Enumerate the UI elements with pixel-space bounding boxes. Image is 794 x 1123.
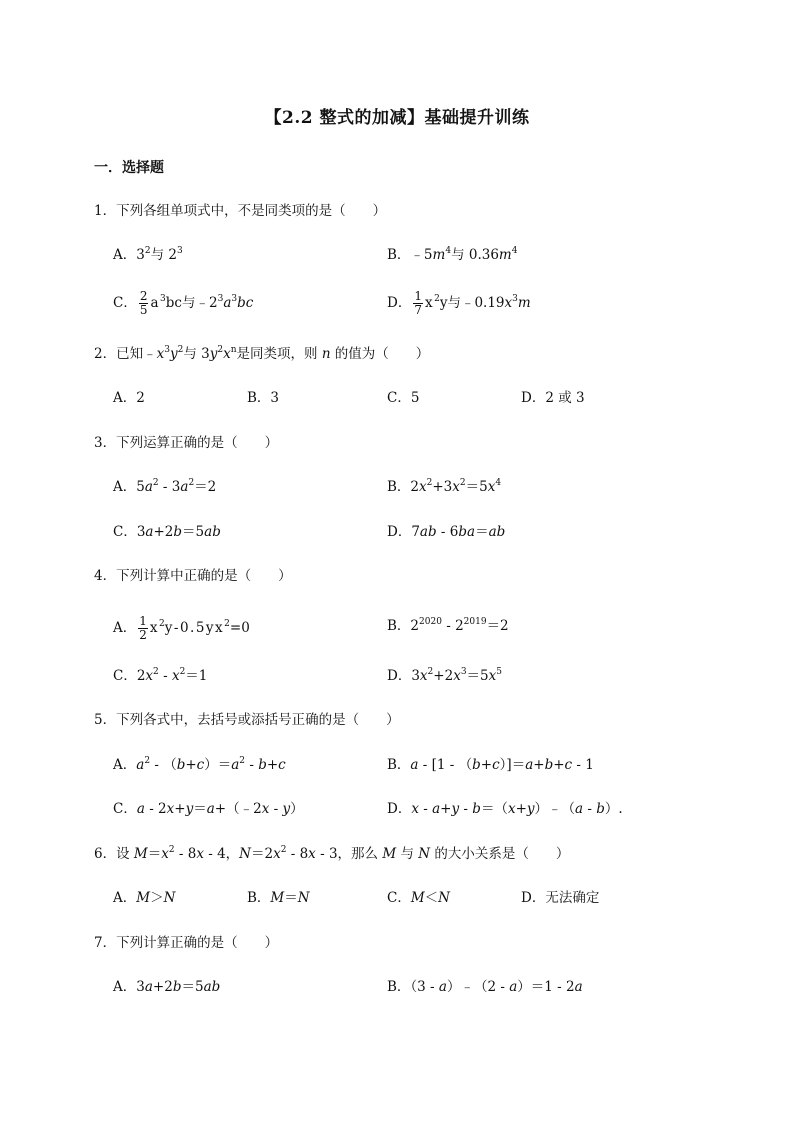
- question-4-stem: 4．下列计算中正确的是（ ）: [94, 568, 292, 584]
- question-6-option-c: C．M＜N: [387, 890, 450, 906]
- question-2-option-b: B．3: [247, 390, 280, 406]
- page-title: 【2.2 整式的加减】基础提升训练: [264, 108, 530, 128]
- question-3-option-c: C．3a+2b＝5ab: [113, 524, 221, 540]
- question-4-option-c: C．$2x^2 - x^2=1$: [113, 667, 208, 684]
- question-1-option-a: A．$3^2$与 $2^3$: [113, 246, 183, 263]
- fraction: $\frac{1}{7}$: [414, 289, 422, 317]
- question-2-stem: 2．已知$﹣x^3y^2$与 $3y^2x^n$是同类项，则 n 的值为（ ）: [94, 345, 430, 362]
- question-5-option-d: D．x - a+y - b＝（x+y）﹣（a - b）.: [387, 801, 623, 817]
- question-6-option-d: D．无法确定: [521, 890, 600, 906]
- question-7-option-a: A．3a+2b＝5ab: [113, 979, 221, 995]
- question-2-option-d: D．2 或 3: [521, 390, 585, 406]
- question-3-option-d: D．7ab - 6ba＝ab: [387, 524, 506, 540]
- question-6-stem: 6．设 $M=x^2 - 8x - 4$，$N=2x^2 - 8x - 3$，那么 M 与 N 的大小关系是（ ）: [94, 845, 570, 862]
- question-4-option-d: D．$3x^2+2x^3=5x^5$: [387, 667, 502, 684]
- question-1-option-b: B．$﹣5m^4$与 $0.36m^4$: [387, 246, 518, 263]
- question-2-option-a: A．2: [113, 390, 145, 406]
- question-7-stem: 7．下列计算正确的是（ ）: [94, 935, 279, 951]
- question-7-option-b: B．（3 - a）﹣（2 - a）＝1 - 2a: [387, 979, 583, 995]
- question-4-option-b: B．$2^{2020} - 2^{2019}=2$: [387, 617, 509, 634]
- question-2-option-c: C．5: [387, 390, 420, 406]
- question-1-option-d: D． $\frac{1}{7}$ $x^2y$与$﹣0.19x^3m$: [387, 289, 531, 317]
- question-3-option-b: B．$2x^2+3x^2=5x^4$: [387, 478, 502, 495]
- question-6-option-b: B．M＝N: [247, 890, 310, 906]
- fraction: $\frac{1}{2}$: [139, 614, 147, 642]
- question-5-option-b: B．a - [1 - （b+c）]＝a+b+c - 1: [387, 757, 594, 773]
- question-5-stem: 5．下列各式中，去括号或添括号正确的是（ ）: [94, 712, 400, 728]
- question-6-option-a: A．M＞N: [113, 890, 176, 906]
- question-1-option-c: C． $\frac{2}{5}$ $a^3bc$与$﹣2^3a^3bc$: [113, 289, 254, 317]
- question-1-stem: 1．下列各组单项式中，不是同类项的是（ ）: [94, 203, 387, 219]
- question-5-option-c: C．a - 2x+y＝a+（﹣2x - y）: [113, 801, 304, 817]
- fraction: $\frac{2}{5}$: [139, 289, 148, 317]
- section-heading: 一．选择题: [94, 160, 164, 176]
- question-5-option-a: A．$a^2 - (b+c)=a^2 - b+c$: [113, 756, 286, 773]
- question-3-option-a: A．$5a^2 - 3a^2=2$: [113, 478, 217, 495]
- question-3-stem: 3．下列运算正确的是（ ）: [94, 435, 279, 451]
- question-4-option-a: A． $\frac{1}{2}$ $x^2y-0.5yx^2=0$: [113, 614, 250, 642]
